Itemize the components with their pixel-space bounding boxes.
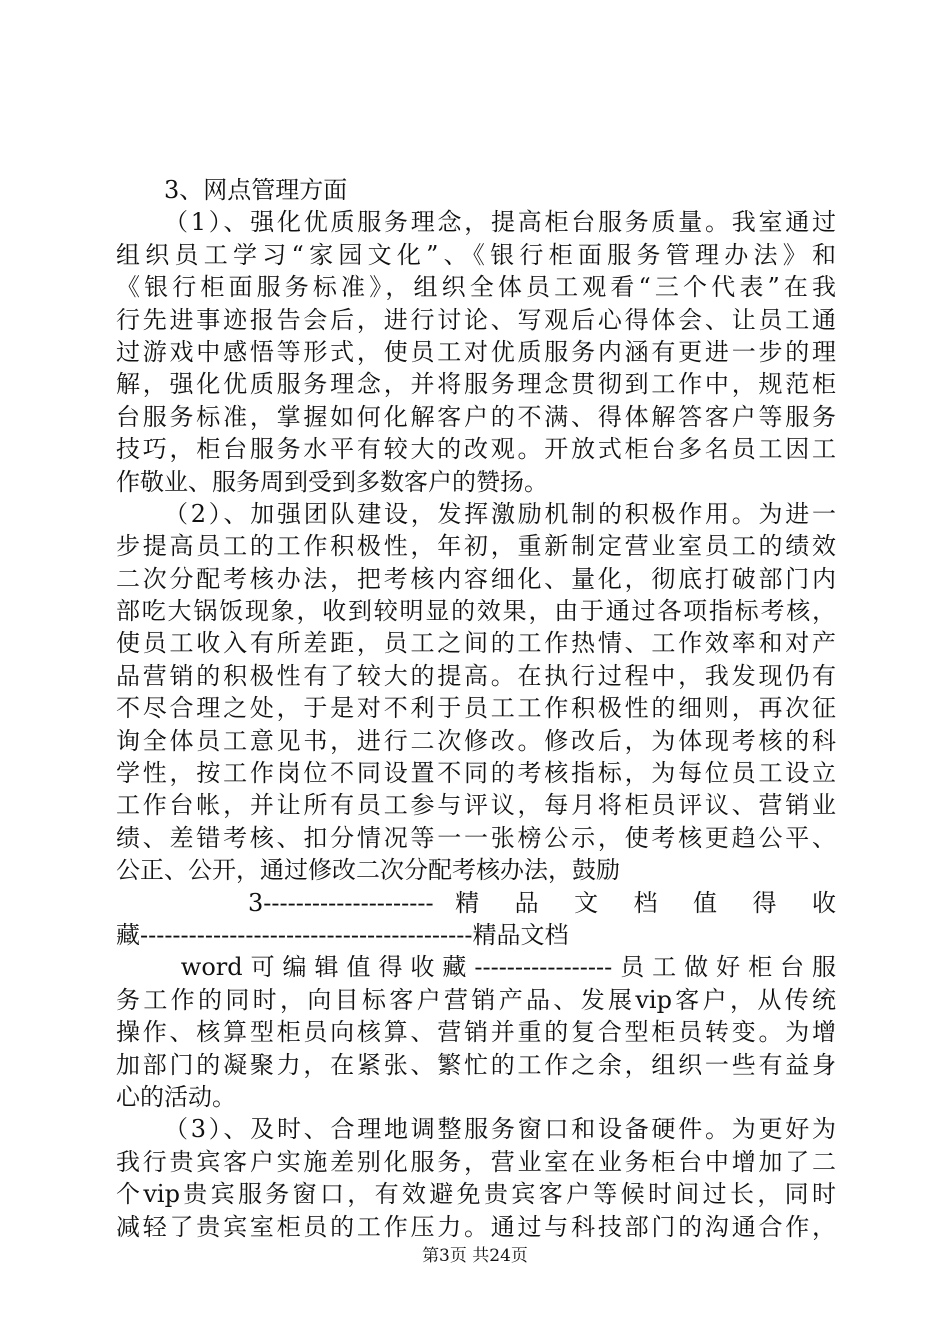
body-text-line: 学性，按工作岗位不同设置不同的考核指标，为每位员工设立 bbox=[116, 759, 836, 788]
body-text-line: 加部门的凝聚力，在紧张、繁忙的工作之余，组织一些有益身 bbox=[116, 1050, 836, 1079]
body-text-line: 操作、核算型柜员向核算、营销并重的复合型柜员转变。为增 bbox=[116, 1018, 836, 1047]
body-text-line: 绩、差错考核、扣分情况等一一张榜公示，使考核更趋公平、 bbox=[116, 823, 836, 852]
body-text-line: 部吃大锅饭现象，收到较明显的效果，由于通过各项指标考核， bbox=[116, 597, 836, 626]
body-text-line: 务工作的同时，向目标客户营销产品、发展vip客户，从传统 bbox=[116, 985, 836, 1014]
body-text-line: 询全体员工意见书，进行二次修改。修改后，为体现考核的科 bbox=[116, 726, 836, 755]
body-text-line: 个vip贵宾服务窗口，有效避免贵宾客户等候时间过长，同时 bbox=[116, 1180, 836, 1209]
body-text-line: 台服务标准，掌握如何化解客户的不满、得体解答客户等服务 bbox=[116, 402, 836, 431]
body-text-line: （3）、及时、合理地调整服务窗口和设备硬件。为更好为 bbox=[164, 1115, 836, 1144]
body-text-line: 品营销的积极性有了较大的提高。在执行过程中，我发现仍有 bbox=[116, 661, 836, 690]
page-footer: 第3页 共24页 bbox=[422, 1246, 528, 1266]
body-text-line: （2）、加强团队建设，发挥激励机制的积极作用。为进一 bbox=[164, 499, 836, 528]
body-text-line: word可编辑值得收藏-----------------员工做好柜台服 bbox=[180, 953, 836, 982]
document-body bbox=[116, 174, 836, 1243]
body-text-line: 过游戏中感悟等形式，使员工对优质服务内涵有更进一步的理 bbox=[116, 337, 836, 366]
body-text-line: 步提高员工的工作积极性，年初，重新制定营业室员工的绩效 bbox=[116, 532, 836, 561]
body-text-line: 使员工收入有所差距，员工之间的工作热情、工作效率和对产 bbox=[116, 629, 836, 658]
body-text-line: 《银行柜面服务标准》，组织全体员工观看“三个代表”在我 bbox=[116, 273, 836, 302]
body-text-line: 组织员工学习“家园文化”、《银行柜面服务管理办法》和 bbox=[116, 240, 836, 269]
body-text-line: 心的活动。 bbox=[116, 1082, 236, 1111]
body-text-line: 二次分配考核办法，把考核内容细化、量化，彻底打破部门内 bbox=[116, 564, 836, 593]
body-text-line: 3--------------------- 精 品 文 档 值 得 收 bbox=[248, 888, 836, 917]
body-text-line: 我行贵宾客户实施差别化服务，营业室在业务柜台中增加了二 bbox=[116, 1147, 836, 1176]
body-text-line: （1）、强化优质服务理念，提高柜台服务质量。我室通过 bbox=[164, 208, 836, 237]
body-text-line: 技巧，柜台服务水平有较大的改观。开放式柜台多名员工因工 bbox=[116, 435, 836, 464]
body-text-line: 解，强化优质服务理念，并将服务理念贯彻到工作中，规范柜 bbox=[116, 370, 836, 399]
body-text-line: 减轻了贵宾室柜员的工作压力。通过与科技部门的沟通合作， bbox=[116, 1212, 836, 1241]
body-text-line: 行先进事迹报告会后，进行讨论、写观后心得体会、让员工通 bbox=[116, 305, 836, 334]
body-text-line: 不尽合理之处，于是对不利于员工工作积极性的细则，再次征 bbox=[116, 694, 836, 723]
body-text-line: 3、网点管理方面 bbox=[164, 176, 348, 204]
body-text-line: 公正、公开，通过修改二次分配考核办法，鼓励 bbox=[116, 856, 620, 885]
body-text-line: 藏-----------------------------------------精品文档 bbox=[116, 920, 569, 949]
body-text-line: 作敬业、服务周到受到多数客户的赞扬。 bbox=[116, 467, 548, 496]
body-text-line: 工作台帐，并让所有员工参与评议，每月将柜员评议、营销业 bbox=[116, 791, 836, 820]
